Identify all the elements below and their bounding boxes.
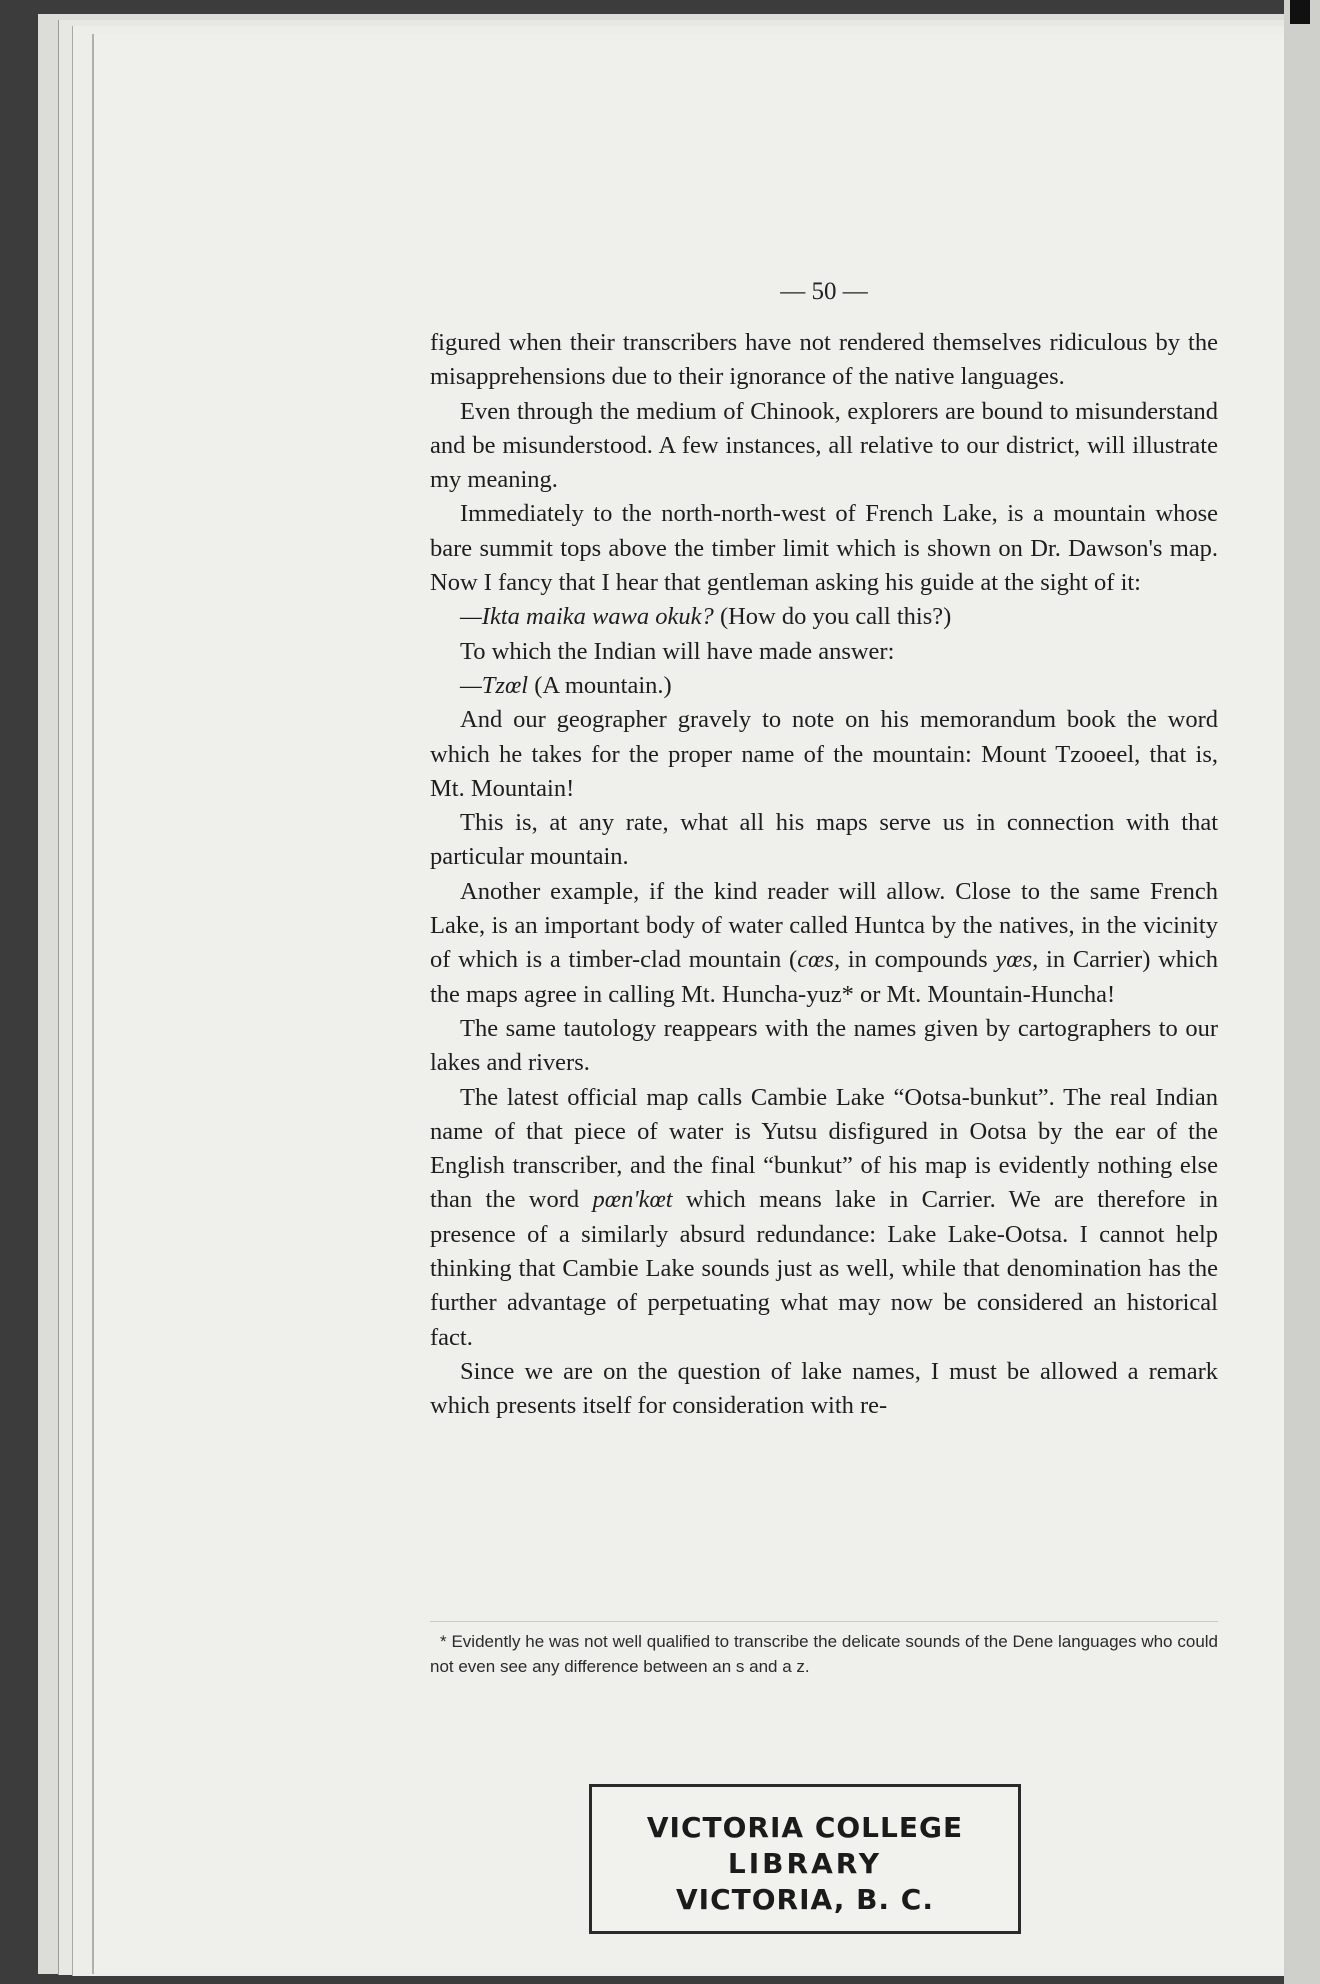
library-stamp — [589, 1784, 1021, 1934]
paragraph: Since we are on the question of lake names, I must be allowed a remark which presents itself for consideration with re- — [430, 1357, 1218, 1420]
paragraph-huntca — [430, 875, 1218, 1012]
body-text — [430, 326, 1218, 1424]
paragraph-lake — [430, 1081, 1218, 1355]
page-number: — 50 — — [780, 278, 868, 305]
stamp-line: VICTORIA, B. C. — [675, 1883, 934, 1916]
text-run: The latest official map calls Cambie Lake “Ootsa-bunkut”. The real Indian name of that piece of water is Yutsu disfigured in Ootsa by the ear of the English transcriber, and the final “bunkut” of his map is evidently nothing else than the word — [430, 1083, 1218, 1214]
stamp-line: VICTORIA COLLEGE — [646, 1811, 964, 1844]
italic-term: cœs, — [797, 946, 841, 974]
chinook-question: —Ikta maika wawa okuk? — [460, 603, 714, 631]
paragraph: figured when their transcribers have not rendered themselves ridiculous by the misapprehensions due to their ignorance of the native languages. — [430, 329, 1218, 391]
paragraph: Immediately to the north-north-west of French Lake, is a mountain whose bare summit tops above the timber limit which is shown on Dr. Dawson's map. Now I fancy that I hear that gentleman asking his guide at the sight of it: — [430, 500, 1218, 597]
carrier-answer: —Tzœl — [460, 671, 529, 699]
italic-term: pœn'kœt — [592, 1186, 673, 1214]
stamp-line: LIBRARY — [727, 1847, 883, 1880]
paragraph: Even through the medium of Chinook, explorers are bound to misunderstand and be misunderstood. A few instances, all relative to our district, will illustrate my meaning. — [430, 397, 1218, 494]
footnote-divider — [430, 1621, 1218, 1622]
paragraph: To which the Indian will have made answer: — [460, 637, 895, 665]
book-spine-edge — [1284, 0, 1320, 1984]
answer-translation: (A mountain.) — [528, 671, 672, 699]
text-run: which means lake in Carrier. We are therefore in presence of a similarly absurd redundance: Lake Lake-Ootsa. I cannot help thinking that Cambie Lake sounds just as well, while that denomination has the further advantage of perpetuating what may now be considered an historical fact. — [430, 1186, 1219, 1351]
scan-corner — [1290, 0, 1310, 24]
question-translation: (How do you call this?) — [713, 603, 952, 631]
text-run: in compounds — [840, 946, 996, 974]
dialogue-question — [430, 600, 1218, 634]
text-run: Another example, if the kind reader will allow. Close to the same French Lake, is an important body of water called Huntca by the natives, in the vicinity of which is a timber-clad mountain ( — [430, 877, 1218, 974]
paragraph: The same tautology reappears with the names given by cartographers to our lakes and rivers. — [430, 1014, 1218, 1077]
paragraph: And our geographer gravely to note on his memorandum book the word which he takes for the proper name of the mountain: Mount Tzooeel, that is, Mt. Mountain! — [430, 706, 1218, 802]
text-run: in Carrier) which the maps agree in calling Mt. Huncha-yuz* or Mt. Mountain-Huncha! — [430, 946, 1218, 1008]
dialogue-answer — [430, 669, 1218, 703]
italic-term: yœs, — [995, 946, 1039, 974]
footnote: * Evidently he was not well qualified to transcribe the delicate sounds of the Dene languages who could not even see any difference between an s and a z. — [430, 1632, 1218, 1676]
paragraph: This is, at any rate, what all his maps serve us in connection with that particular mountain. — [430, 809, 1218, 871]
